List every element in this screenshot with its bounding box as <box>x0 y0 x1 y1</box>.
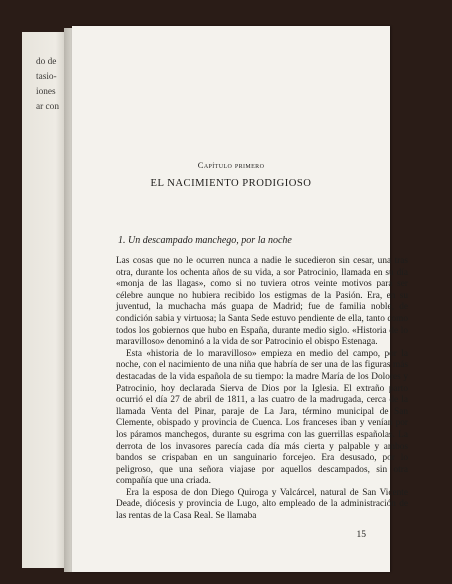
paragraph: Esta «historia de lo maravilloso» empieza en medio del campo, por la noche, con el nacimiento de una niña que habría de ser una de las figuras más destacadas de la vida española de su tiempo: la madre María de los Dolores y Patrocinio, hoy declarada Sierva de Dios por la Iglesia. El extraño parto ocurrió el día 27 de abril de 1811, a las cuatro de la madrugada, cerca de la llamada Venta del Pinar, paraje de La Jara, término municipal de San Clemente, obispado y provincia de Cuenca. Los franceses iban y venían por los páramos manchegos, durante su esgrima con las guerrillas españolas. La derrota de los invasores parecía cada día más cierta y palpable y ambos bandos se crispaban en un sanguinario forcejeo. Era desusado, por lo peligroso, que una señora viajase por aquellos descampados, sin otra compañía que una criada. <box>116 348 408 487</box>
paragraph: Las cosas que no le ocurren nunca a nadie le sucedieron sin cesar, una tras otra, durante los ochenta años de su vida, a sor Patrocinio, llamada en su día «monja de las llagas», como si no tuviera otros veinte motivos para ser célebre aunque no hubiera recibido los estigmas de la Pasión. Era, en su juventud, la muchacha más guapa de Madrid; fue de familia noble, de condición sabia y virtuosa; la Santa Sede estuvo pendiente de ella, tanto como todos los gobiernos que hubo en España, durante medio siglo. «Historia de lo maravilloso» denominó a la vida de sor Patrocinio el obispo Estenaga. <box>116 256 408 348</box>
left-page-text-fragment: do de <box>36 57 57 67</box>
left-page-text-fragment: ar con <box>36 102 59 112</box>
left-page-text-fragment: iones <box>36 87 56 97</box>
chapter-label: Capítulo primero <box>197 160 265 170</box>
left-page <box>22 32 70 568</box>
paragraph: Era la esposa de don Diego Quiroga y Valcárcel, natural de San Vicente Deade, diócesis y provincia de Lugo, alto empleado de la administración de las rentas de la Casa Real. Se llamaba <box>116 487 408 522</box>
page-number: 15 <box>356 530 366 540</box>
body-text <box>116 256 408 523</box>
left-page-text-fragment: tasio- <box>36 72 57 82</box>
chapter-title: EL NACIMIENTO PRODIGIOSO <box>150 178 312 189</box>
right-page <box>72 26 408 572</box>
section-title: 1. Un descampado manchego, por la noche <box>118 235 292 246</box>
